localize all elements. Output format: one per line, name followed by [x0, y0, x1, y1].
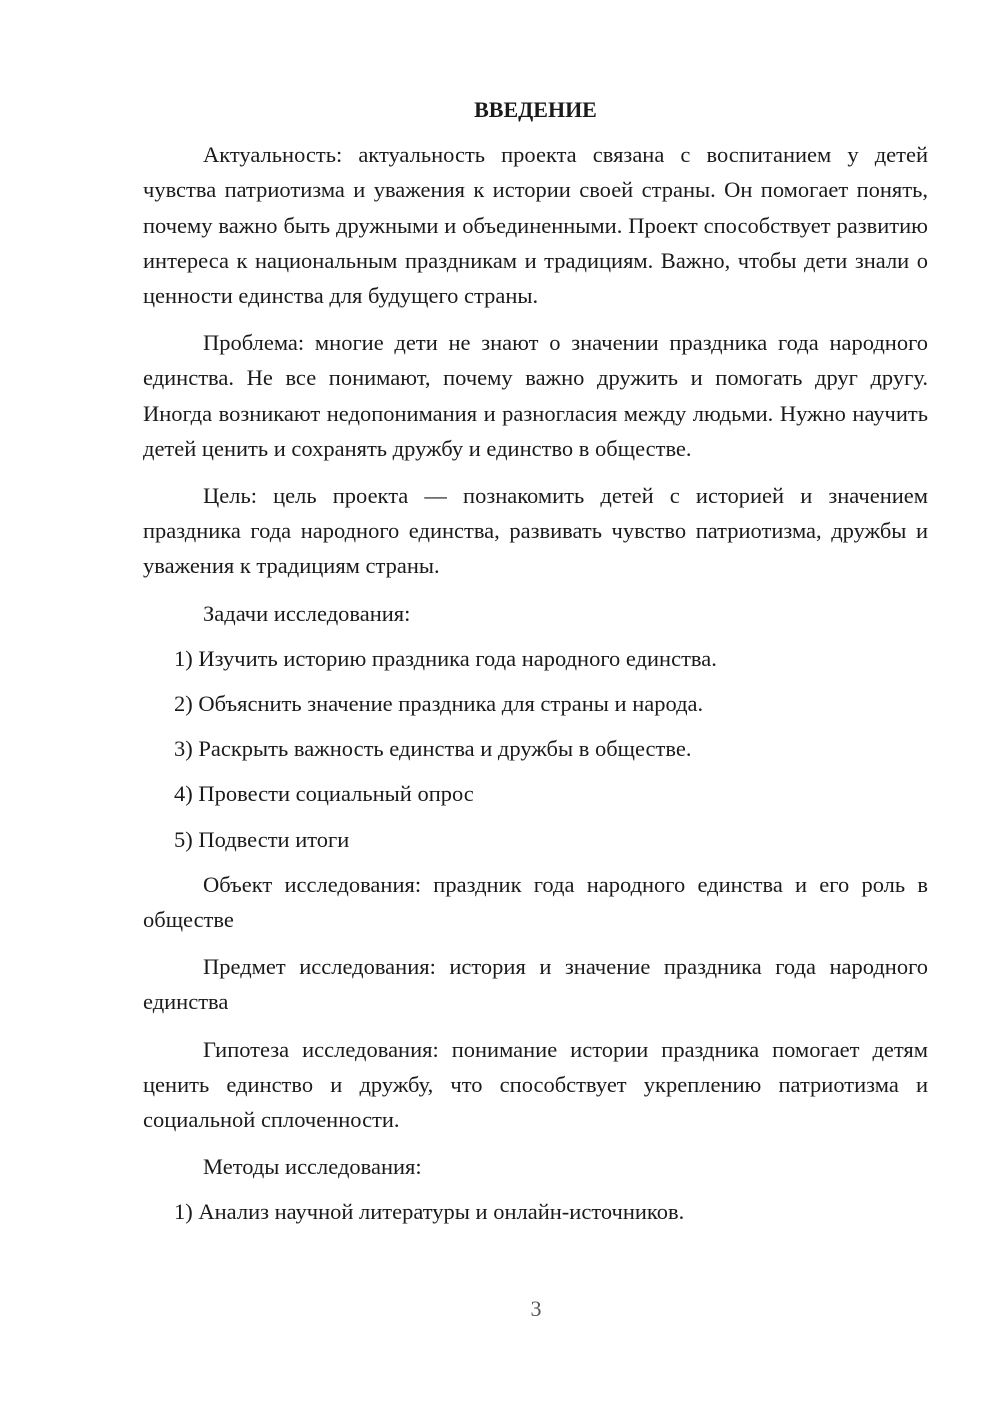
task-item: 4) Провести социальный опрос: [174, 781, 474, 807]
method-item: 1) Анализ научной литературы и онлайн-источников.: [174, 1199, 685, 1225]
section-title: ВВЕДЕНИЕ: [474, 97, 597, 122]
tasks-heading: Задачи исследования:: [203, 600, 411, 626]
subject-paragraph: Предмет исследования: история и значение праздника года народного единства: [143, 954, 928, 1015]
task-item: 5) Подвести итоги: [174, 826, 350, 852]
goal-paragraph: Цель: цель проекта — познакомить детей с историей и значением праздника года народного единства, развивать чувство патриотизма, дружбы и уважения к традициям страны.: [143, 483, 928, 579]
methods-heading: Методы исследования:: [203, 1154, 422, 1180]
hypothesis-paragraph: Гипотеза исследования: понимание истории праздника помогает детям ценить единство и дружбу, что способствует укреплению патриотизма и социальной сплоченности.: [143, 1036, 928, 1133]
relevance-paragraph: Актуальность: актуальность проекта связана с воспитанием у детей чувства патриотизма и уважения к истории своей страны. Он помогает понять, почему важно быть дружными и объединенными. Проект способствует развитию интереса к национальным праздникам и традициям. Важно, чтобы дети знали о ценности единства для будущего страны.: [143, 142, 928, 309]
document-page: [143, 92, 928, 1240]
task-item: 1) Изучить историю праздника года народного единства.: [174, 645, 717, 671]
task-item: 3) Раскрыть важность единства и дружбы в обществе.: [174, 736, 692, 762]
task-item: 2) Объяснить значение праздника для страны и народа.: [174, 691, 704, 717]
object-paragraph: Объект исследования: праздник года народного единства и его роль в обществе: [143, 871, 928, 933]
page-number: 3: [530, 1296, 542, 1321]
problem-paragraph: Проблема: многие дети не знают о значении праздника года народного единства. Не все понимают, почему важно дружить и помогать друг другу. Иногда возникают недопонимания и разногласия между людьми. Нужно научить детей ценить и сохранять дружбу и единство в обществе.: [143, 330, 928, 461]
